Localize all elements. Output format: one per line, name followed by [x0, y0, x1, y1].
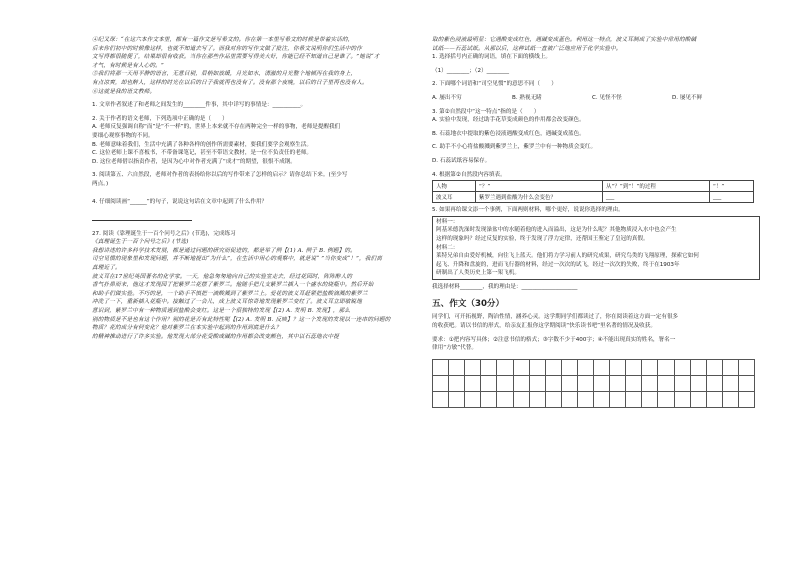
passage-end — [432, 36, 760, 53]
grid-cell[interactable] — [514, 392, 530, 408]
text-line: 物质？花的成分有何变化？他对紫罗兰在本实验中起到的作用到底是什么？ — [92, 325, 282, 332]
grid-cell[interactable] — [562, 392, 578, 408]
grid-cell[interactable] — [723, 392, 739, 408]
grid-cell[interactable] — [433, 376, 449, 392]
grid-cell[interactable] — [739, 360, 755, 376]
grid-cell[interactable] — [675, 376, 691, 392]
text-line: 我想讲述的许多科学技术发展，都是通过问题的研究而促进的，都是举了例【(1) A. 例子 B. 例题】的。 — [92, 247, 356, 254]
table-header-cell: 从“？”到“！”的过程 — [603, 181, 710, 192]
grid-cell[interactable] — [578, 360, 594, 376]
essay-writing-grid[interactable] — [432, 359, 755, 408]
text-line: 试纸——石蕊试纸。从那以后，这种试纸一直被广泛地应用于化学实验中。 — [432, 45, 622, 52]
table-cell: 波义耳 — [433, 192, 476, 203]
grid-cell[interactable] — [723, 376, 739, 392]
text-line: 意识到，紫罗兰中有一种物质遇到盐酸会变红。这是一个很独特的发现【(2) A. 发明 B. 发现】，那么 — [92, 308, 351, 315]
grid-cell[interactable] — [497, 360, 513, 376]
grid-cell[interactable] — [449, 376, 465, 392]
grid-cell[interactable] — [546, 360, 562, 376]
question-1: 1. 文章作者叙述了和老师之间发生的________件事，其中详写的事情是：__________。 — [92, 102, 307, 109]
grid-cell[interactable] — [578, 376, 594, 392]
left-column — [92, 36, 414, 341]
question-3-stem: 3. 第②自然段中“这一特点”指的是（ ） — [432, 108, 540, 115]
text-line: 的精神推动进行了许多实验。他发现大部分花受酸或碱的作用都会改变颜色，其中以石蕊地衣中提 — [92, 333, 339, 340]
grid-cell[interactable] — [610, 376, 626, 392]
question-3-option[interactable]: C. 助手不小心将盐酸溅到紫罗兰上，紫罗兰中有一种物质会变红。 — [432, 144, 597, 151]
text-line: ⑤我们将那一天用平静的语言，无意目别，眉梢如放缓，月光如水，清澈的月光整个地倾泻在我的身上， — [92, 71, 357, 78]
essay-prompt: 的收获吧。请以书信的形式，给亲友汇报你这学期阅读“快乐读书吧”里名著的情况及收获。 — [432, 323, 656, 330]
essay-prompt: 同学们，可开拓视野，陶冶性情，涵养心灵。这学期同学们都读过了，你在阅读着这方面一定有很多 — [432, 314, 679, 321]
choice-line[interactable]: 我选择材料________，我的理由是：____________________ — [432, 283, 578, 290]
text-line: ⑥这就是我的语文教师。 — [92, 88, 156, 95]
question-3-option[interactable]: A. 实验中发现，经过助手花草变成颜色的作用都会改变颜色。 — [432, 117, 585, 124]
text-line: ④纪又琛：“在这六本作文本里，都有一篇作文是写希文的。你在第一本里写希文的时候是带着实话的， — [92, 37, 354, 43]
grid-cell[interactable] — [514, 360, 530, 376]
grid-cell[interactable] — [497, 376, 513, 392]
grid-cell[interactable] — [594, 392, 610, 408]
grid-cell[interactable] — [707, 360, 723, 376]
question-2-option: D. 这位老师借以指责作者，是因为心中对作者充满了“成才”的期望，很恨不成钢。 — [92, 158, 296, 165]
grid-cell[interactable] — [514, 376, 530, 392]
grid-cell[interactable] — [433, 360, 449, 376]
grid-cell[interactable] — [465, 392, 481, 408]
question-2-stem: 2. 下面哪个词语和“司空见惯”的意思不同（ ） — [432, 81, 557, 88]
option-d[interactable]: D. 屡见不鲜 — [672, 94, 703, 101]
grid-cell[interactable] — [626, 392, 642, 408]
text-line: 文写得都很随便了，结果却很有收获。当你在那些作品里需要写得美大好，你能已经不知道自己是谁了。”她说“才 — [92, 54, 380, 61]
question-2-stem: 2. 关于作者的语文老师，下列选项中正确的是（ ） — [92, 115, 228, 122]
material-1-title: 材料一： — [436, 218, 459, 225]
question-3: 两点。) — [92, 180, 109, 187]
grid-cell[interactable] — [610, 392, 626, 408]
grid-cell[interactable] — [739, 376, 755, 392]
grid-cell[interactable] — [449, 392, 465, 408]
materials-box — [432, 216, 760, 280]
table-header-row — [433, 181, 754, 192]
question-4: 4. 仔细阅读画“______”的句子，说说这句话在文章中起到了什么作用？ — [92, 198, 268, 205]
table-row — [433, 192, 754, 203]
text-line: 和助手们做实验。不巧的是，一个助手不慎把一滴酸溅到了紫罗兰上。爱花的波义耳赶紧把盐酸滴溅的紫罗兰 — [92, 290, 368, 297]
grid-cell[interactable] — [594, 360, 610, 376]
grid-cell[interactable] — [546, 376, 562, 392]
text-line: 研制出了人类历史上第一架飞机。 — [436, 270, 520, 277]
essay-requirements: 律用“方敏”代替。 — [432, 345, 477, 352]
text-line: 有点凉爽，却也醉人，这样的时光在以后的日子我就再也没有了。没有那个夜晚，以后的日子里再也没有人。 — [92, 79, 368, 86]
question-2-option: B. 老师意味着我们，生活中充满了各种各样的创作所需要素材，要我们要学会观察生活。 — [92, 141, 312, 148]
passage-top — [92, 36, 414, 96]
grid-cell[interactable] — [481, 376, 497, 392]
material-2-title: 材料二： — [436, 244, 459, 251]
grid-cell[interactable] — [642, 392, 658, 408]
grid-cell[interactable] — [675, 360, 691, 376]
question-3: 3. 阅读第五、六自然段，老师对作者的表扬给你以后的写作带来了怎样的启示？请你总结下来。(至少写 — [92, 172, 348, 179]
question-3-option[interactable]: D. 石蕊试纸容易保存。 — [432, 157, 491, 164]
grid-cell[interactable] — [691, 392, 707, 408]
question-2-option: A. 老师反复强调自称“而”是“不一样”的，世界上本来就不存在两种完全一样的事物，老师是提醒我们 — [92, 124, 341, 131]
grid-cell[interactable] — [626, 360, 642, 376]
grid-cell[interactable] — [465, 360, 481, 376]
text-line: 真理近了。 — [92, 265, 121, 272]
answer-blank[interactable] — [92, 215, 414, 225]
text-line: 别的物质是不是也有这个作用？别的花是否有此特性呢【(2) A. 发明 B. 反映】？这一个发现的发现以一连串的问题的 — [92, 316, 391, 323]
text-line: 莱特兄弟自由爱好机械，向往飞上蓝天。他们将力学习前人的研究成果，研究鸟类的飞翔原理，探索它如何 — [436, 253, 699, 260]
grid-cell[interactable] — [481, 392, 497, 408]
fill-table — [432, 180, 754, 203]
question-4-stem: 4. 根据第②自然段内容填表。 — [432, 171, 506, 178]
text-line: 阿基米德洗澡时发现澡盆中的水随着他的进入而溢出，这是为什么呢？其他物质浸入水中也会产生 — [436, 227, 677, 234]
grid-cell[interactable] — [578, 392, 594, 408]
option-c[interactable]: C. 见怪不怪 — [592, 94, 622, 101]
question-1-blanks[interactable]: （1）________；（2）________ — [432, 67, 510, 74]
grid-cell[interactable] — [658, 376, 674, 392]
text-line: 这样的现象吗？经过反复的实验，终于发现了浮力定律，还帮国王鉴定了皇冠的真假。 — [436, 235, 649, 242]
grid-cell[interactable] — [658, 360, 674, 376]
text-line: 波义耳在17世纪英国著名的化学家。一天，他急匆匆地向自己的实验室走去，经过花园时，阵阵醉人的 — [92, 273, 353, 280]
grid-cell[interactable] — [546, 392, 562, 408]
question-2-option: C. 这位老师上课不喜板书，不带备课笔记，甚至不带语文教材，是一位不负责任的老师。 — [92, 150, 313, 157]
grid-cell[interactable] — [707, 392, 723, 408]
question-2-option: 要细心观察事物的不同。 — [92, 132, 154, 139]
grid-cell[interactable] — [594, 376, 610, 392]
reading-passage — [92, 238, 414, 341]
question-5-stem: 5. 如果再给课文添一个事例，下面两则材料，哪个更好，说说你选择的理由。 — [432, 207, 624, 214]
grid-cell[interactable] — [691, 376, 707, 392]
right-column — [432, 36, 760, 408]
table-cell-answer[interactable]: ___ — [710, 192, 754, 203]
grid-cell[interactable] — [530, 376, 546, 392]
option-b[interactable]: B. 熟视无睹 — [512, 94, 542, 101]
grid-cell[interactable] — [465, 376, 481, 392]
grid-cell[interactable] — [497, 392, 513, 408]
text-line: 冲洗了一下，重新插入花瓶中。接触过了一会儿，成上波义耳惊奇地发现紫罗兰变红了。波义耳立即敏锐地 — [92, 299, 362, 306]
grid-cell[interactable] — [562, 376, 578, 392]
grid-cell[interactable] — [449, 360, 465, 376]
grid-cell[interactable] — [739, 392, 755, 408]
question-27-title: 27. 阅读《靠理诞生于一百个问号之后》(节选)，完成练习 — [92, 230, 236, 237]
essay-requirements: 要求：①把内容写具体；②注意书信的格式；③字数不少于400字；④不能出现真实的姓名，署名一 — [432, 336, 676, 343]
grid-cell[interactable] — [530, 360, 546, 376]
grid-cell[interactable] — [723, 360, 739, 376]
text-line: 取的紫色浸液最明显：它遇酸变成红色，遇碱变成蓝色。利用这一特点，波义耳制成了实验中常用的酸碱 — [432, 37, 697, 43]
table-header-cell: “？” — [476, 181, 603, 192]
passage-title: 《真理诞生于一百个问号之后》(节选) — [92, 239, 189, 246]
table-cell-answer[interactable]: ___ — [603, 192, 710, 203]
section-title: 五、作文（30分） — [432, 299, 505, 310]
grid-cell[interactable] — [642, 376, 658, 392]
grid-cell[interactable] — [433, 392, 449, 408]
table-header-cell: 人物 — [433, 181, 476, 192]
grid-cell[interactable] — [626, 376, 642, 392]
question-1-stem: 1. 选择括号内正确的词语，填在下面的横线上。 — [432, 54, 551, 61]
grid-cell[interactable] — [562, 360, 578, 376]
text-line: 起飞、升降和盘旋的，进而飞行器的材料，经过一次次的试飞，经过一次次的失败，终于在1903年 — [436, 261, 680, 268]
table-header-cell: “！” — [710, 181, 754, 192]
grid-cell[interactable] — [481, 360, 497, 376]
grid-cell[interactable] — [642, 360, 658, 376]
text-line: 后来你们初中的时候像这样，也就不知道去写了。而我对你的写作文做了批注，你希文说明你们生活中的作 — [92, 45, 362, 52]
text-line: 才气，有时候是有人心的。” — [92, 62, 164, 69]
grid-cell[interactable] — [691, 360, 707, 376]
text-line: 司空见惯的现象里和发现问题，并不断地提出“为什么”，在生活中用心的观察中，就是说“ ”当你变成“！”，我们离 — [92, 256, 382, 263]
grid-cell[interactable] — [530, 392, 546, 408]
table-cell: 紫罗兰遇到盐酸为什么会变色？ — [476, 192, 603, 203]
grid-cell[interactable] — [707, 376, 723, 392]
text-line: 香气扑鼻而来，他这才发现园丁把紫罗兰花摆了紫罗兰。他随手把几支紫罗兰插入一个盛水的烧瓶中。然后开始 — [92, 282, 374, 289]
question-2-options — [432, 94, 760, 103]
grid-cell[interactable] — [610, 360, 626, 376]
grid-cell[interactable] — [675, 392, 691, 408]
question-3-option[interactable]: B. 石蕊地衣中提取的紫色浸液遇酸变成红色，遇碱变成蓝色。 — [432, 130, 585, 137]
grid-cell[interactable] — [658, 392, 674, 408]
option-a[interactable]: A. 屡出不穷 — [432, 94, 462, 101]
